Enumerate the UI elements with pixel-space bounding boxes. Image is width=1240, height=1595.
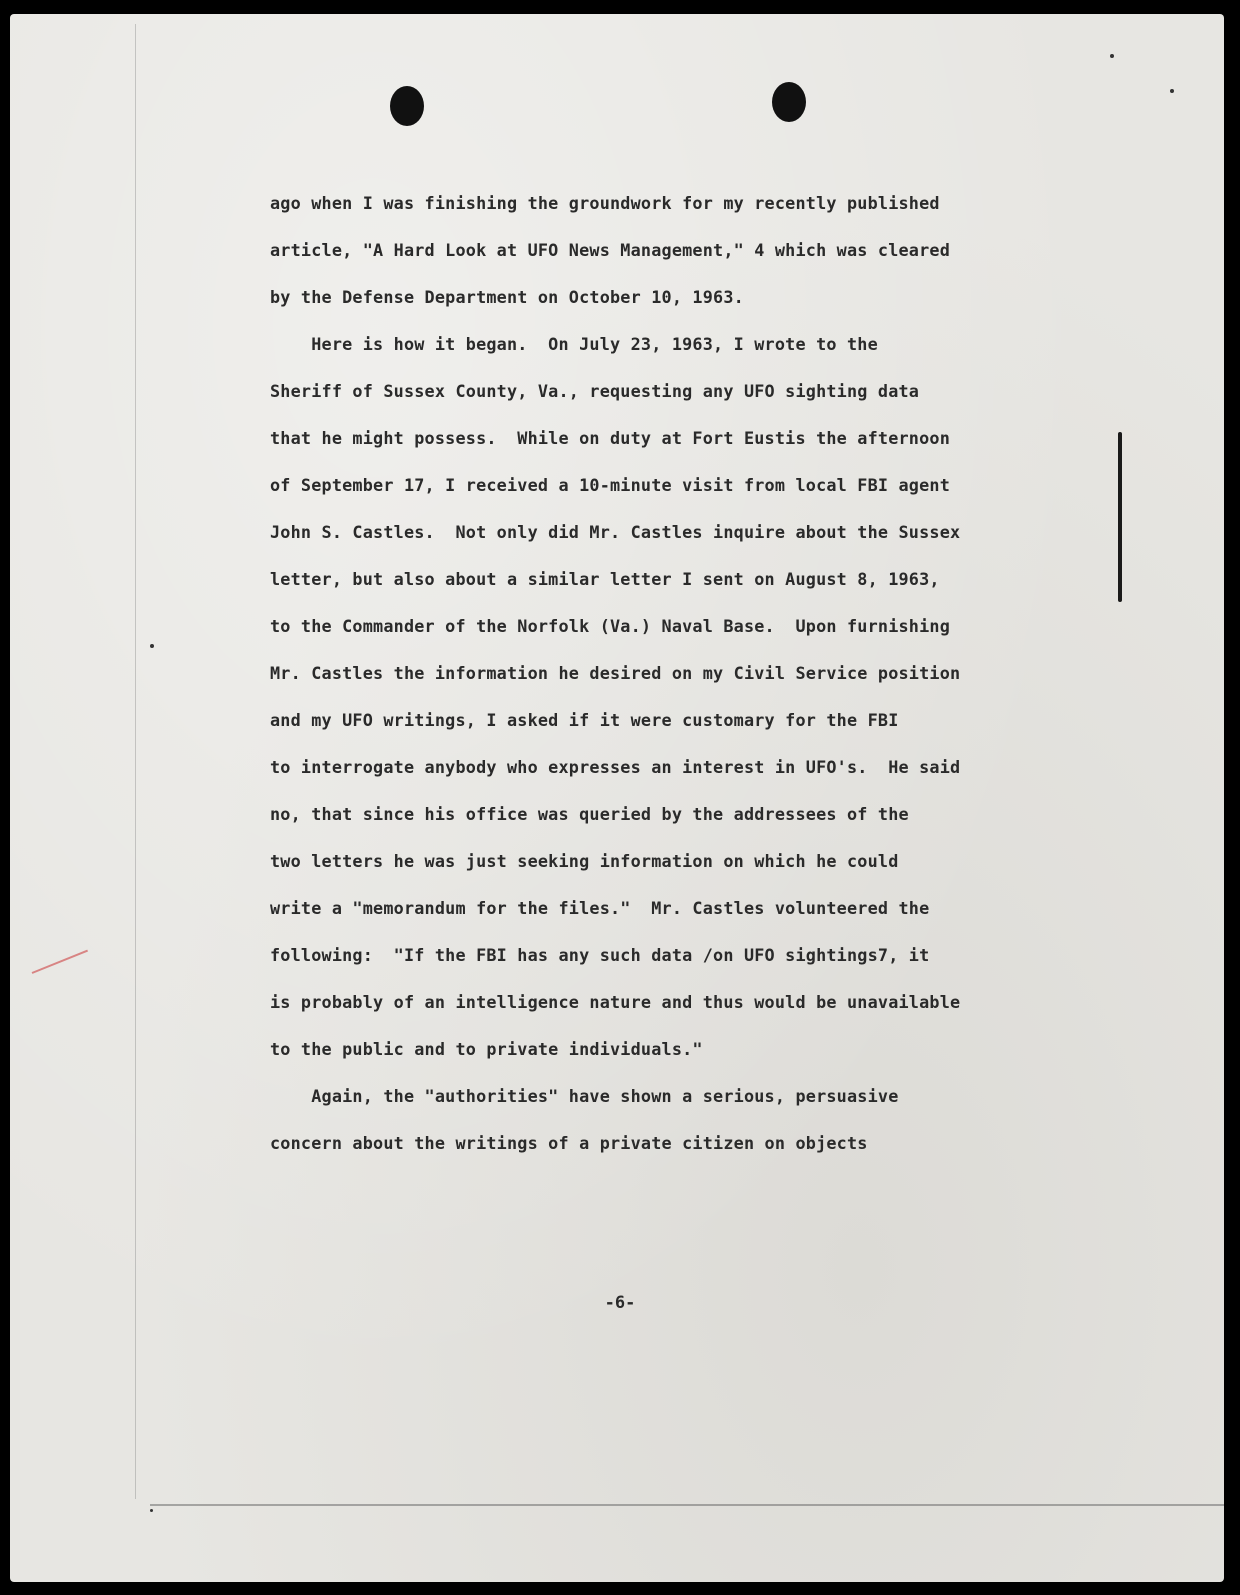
text-line: article, "A Hard Look at UFO News Management," 4 which was cleared <box>270 240 951 260</box>
text-line: Here is how it began. On July 23, 1963, I wrote to the <box>270 334 878 354</box>
text-line: of September 17, I received a 10-minute visit from local FBI agent <box>270 475 951 495</box>
text-line: no, that since his office was queried by the addressees of the <box>270 804 909 824</box>
binder-hole-left <box>390 86 424 126</box>
text-line: following: "If the FBI has any such data /on UFO sightings7, it <box>270 945 930 965</box>
ink-speck <box>150 1509 153 1512</box>
text-line: Mr. Castles the information he desired on my Civil Service position <box>270 663 961 683</box>
ink-speck <box>1170 89 1174 93</box>
text-line: to the public and to private individuals." <box>270 1039 703 1059</box>
margin-vertical-bar <box>1118 432 1122 602</box>
red-pencil-mark <box>32 950 88 974</box>
left-margin-rule <box>135 24 136 1499</box>
text-line: that he might possess. While on duty at Fort Eustis the afternoon <box>270 428 951 448</box>
text-line: Again, the "authorities" have shown a serious, persuasive <box>270 1086 899 1106</box>
text-line: concern about the writings of a private citizen on objects <box>270 1133 868 1153</box>
binder-hole-right <box>772 82 806 122</box>
text-line: to the Commander of the Norfolk (Va.) Naval Base. Upon furnishing <box>270 616 951 636</box>
text-line: ago when I was finishing the groundwork for my recently published <box>270 193 940 213</box>
text-line: write a "memorandum for the files." Mr. Castles volunteered the <box>270 898 930 918</box>
text-line: two letters he was just seeking information on which he could <box>270 851 899 871</box>
text-line: and my UFO writings, I asked if it were customary for the FBI <box>270 710 899 730</box>
text-line: Sheriff of Sussex County, Va., requesting any UFO sighting data <box>270 381 920 401</box>
document-body <box>270 188 1090 1175</box>
text-line: to interrogate anybody who expresses an interest in UFO's. He said <box>270 757 961 777</box>
text-line: John S. Castles. Not only did Mr. Castles inquire about the Sussex <box>270 522 961 542</box>
page-number: -6- <box>604 1293 636 1313</box>
text-line: letter, but also about a similar letter I sent on August 8, 1963, <box>270 569 940 589</box>
ink-speck <box>1110 54 1114 58</box>
bottom-rule <box>150 1504 1224 1506</box>
text-line: by the Defense Department on October 10, 1963. <box>270 287 744 307</box>
text-line: is probably of an intelligence nature and thus would be unavailable <box>270 992 961 1012</box>
ink-speck <box>150 644 154 648</box>
